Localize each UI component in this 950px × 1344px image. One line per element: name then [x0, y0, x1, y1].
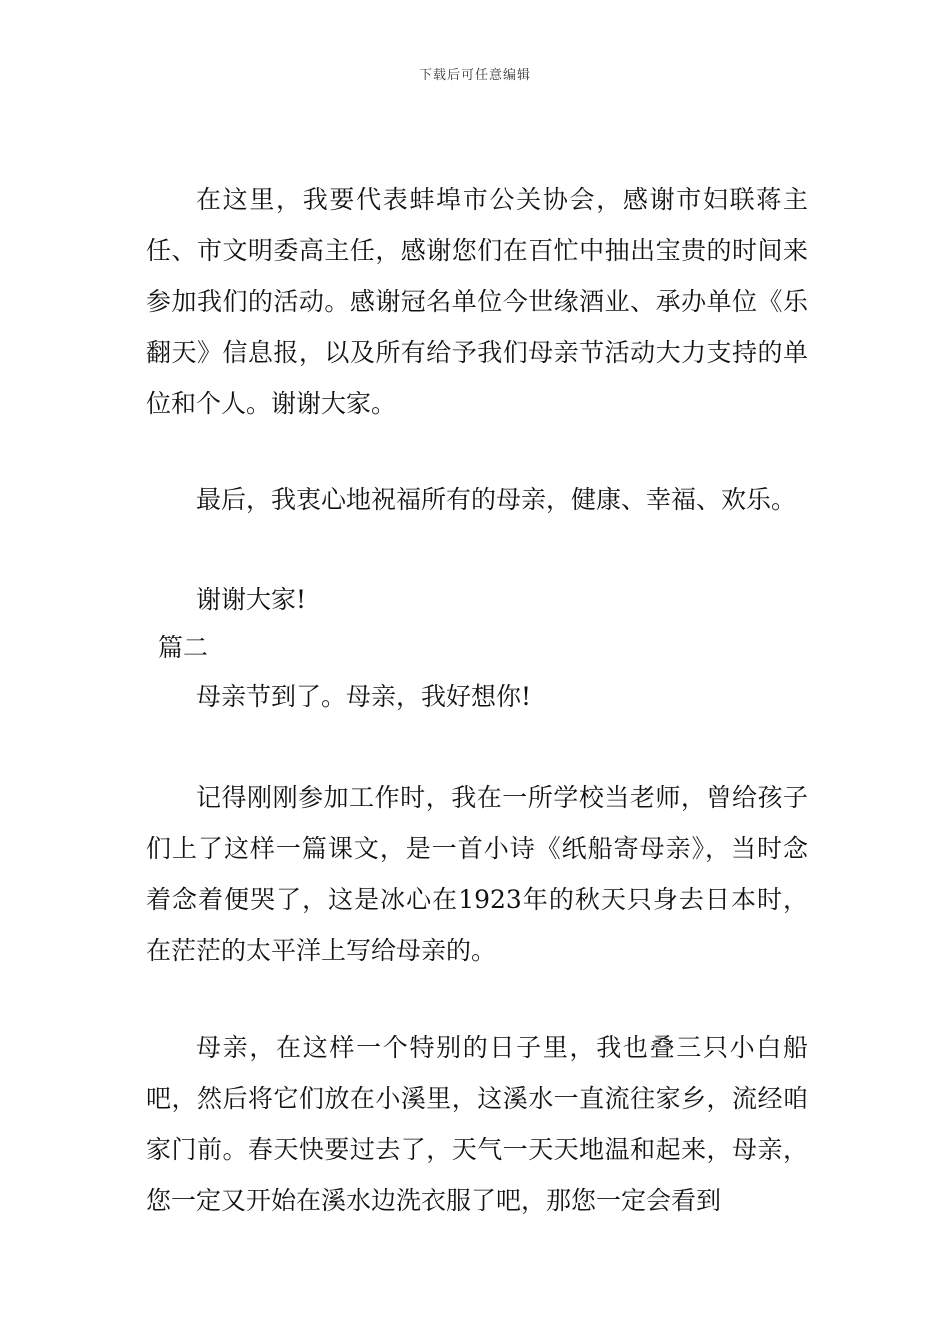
paragraph-paper-boats: 母亲，在这样一个特别的日子里，我也叠三只小白船吧，然后将它们放在小溪里，这溪水一直流往家乡，流经咱家门前。春天快要过去了，天气一天天地温和起来，母亲，您一定又开始在溪水边洗衣服了吧，那您一定会看到 [146, 1033, 808, 1215]
paragraph-mothers-day: 母亲节到了。母亲，我好想你! [196, 682, 532, 711]
page-header: 下载后可任意编辑 [418, 68, 531, 83]
paragraph-thanks: 在这里，我要代表蚌埠市公关协会，感谢市妇联蒋主任、市文明委高主任，感谢您们在百忙中抽出宝贵的时间来参加我们的活动。感谢冠名单位今世缘酒业、承办单位《乐翻天》信息报，以及所有给予我们母亲节活动大力支持的单位和个人。谢谢大家。 [146, 185, 808, 418]
paragraph-closing: 谢谢大家! [196, 585, 307, 614]
paragraph-memory: 记得刚刚参加工作时，我在一所学校当老师，曾给孩子们上了这样一篇课文，是一首小诗《纸船寄母亲》，当时念着念着便哭了，这是冰心在1923年的秋天只身去日本时，在茫茫的太平洋上写给母亲的。 [146, 783, 808, 965]
section-heading: 篇二 [158, 633, 209, 662]
paragraph-blessing: 最后，我衷心地祝福所有的母亲，健康、幸福、欢乐。 [196, 485, 797, 514]
